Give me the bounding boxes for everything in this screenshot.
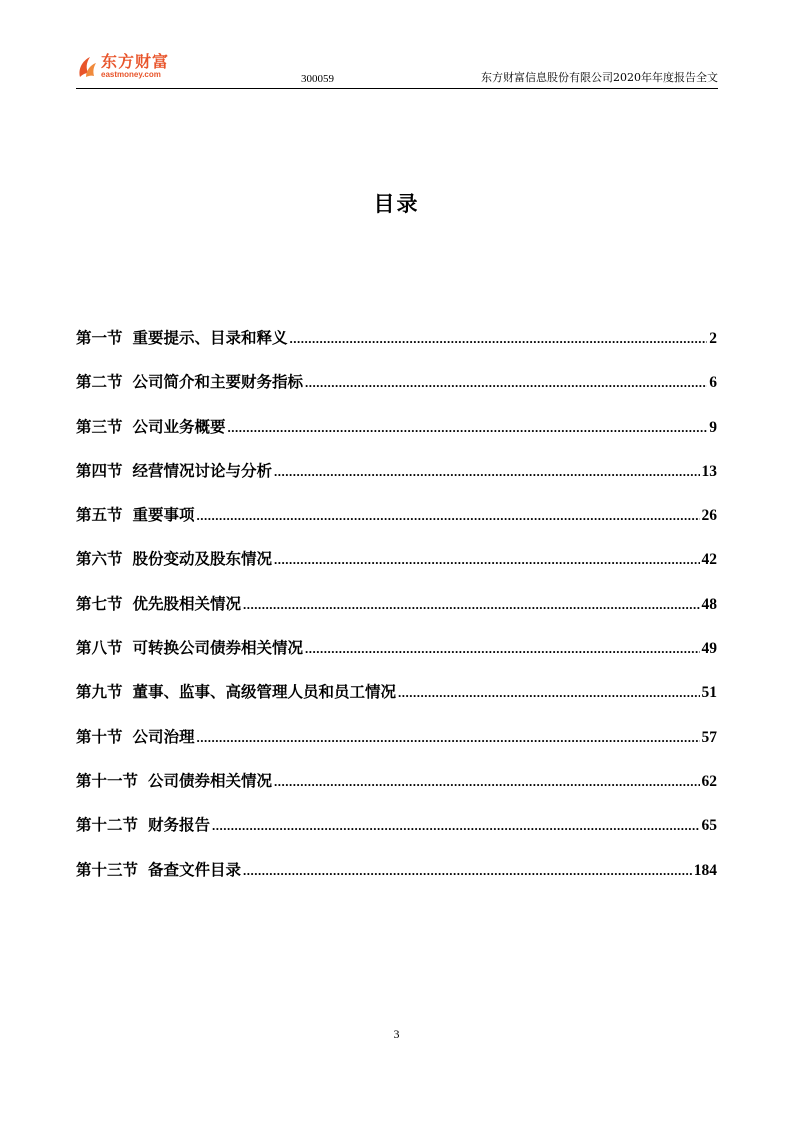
- toc-page-number: 62: [701, 772, 717, 790]
- toc-section-number: 第九节: [76, 683, 123, 702]
- logo-chinese-text: 东方财富: [101, 52, 170, 71]
- page-number: 3: [393, 1027, 400, 1041]
- toc-leader-dots: [243, 863, 692, 879]
- toc-title: 目录: [373, 192, 420, 216]
- flame-logo-icon: [76, 55, 98, 79]
- toc-section-number: 第三节: [76, 417, 123, 436]
- toc-page-number: 9: [709, 418, 717, 436]
- toc-entry[interactable]: [76, 370, 717, 414]
- toc-entry[interactable]: [76, 769, 717, 813]
- toc-section-name: 公司治理: [132, 727, 195, 746]
- toc-leader-dots: [305, 641, 699, 657]
- toc-section-number: 第十二节: [76, 816, 139, 835]
- toc-leader-dots: [290, 331, 708, 347]
- logo-english-text: eastmoney.com: [101, 70, 161, 79]
- toc-page-number: 49: [701, 640, 717, 658]
- toc-page-number: 48: [701, 595, 717, 613]
- toc-entry[interactable]: [76, 547, 717, 591]
- toc-section-name: 可转换公司债券相关情况: [132, 639, 304, 658]
- toc-section-number: 第七节: [76, 594, 123, 613]
- toc-leader-dots: [274, 552, 699, 568]
- toc-leader-dots: [243, 597, 699, 613]
- toc-leader-dots: [398, 685, 699, 701]
- toc-section-name: 董事、监事、高级管理人员和员工情况: [132, 683, 397, 702]
- toc-section-number: 第二节: [76, 373, 123, 392]
- eastmoney-logo: [76, 54, 169, 79]
- toc-section-name: 重要提示、目录和释义: [132, 329, 288, 347]
- toc-entry[interactable]: [76, 415, 717, 459]
- toc-page-number: 184: [693, 861, 717, 879]
- toc-page-number: 6: [709, 374, 717, 392]
- table-of-contents: [76, 326, 717, 902]
- toc-leader-dots: [212, 818, 699, 834]
- toc-section-number: 第五节: [76, 506, 123, 525]
- toc-page-number: 65: [701, 817, 717, 835]
- toc-section-number: 第十三节: [76, 860, 139, 879]
- toc-section-name: 公司简介和主要财务指标: [132, 373, 304, 392]
- toc-section-name: 公司债券相关情况: [148, 771, 273, 790]
- toc-section-number: 第四节: [76, 461, 123, 480]
- toc-leader-dots: [197, 730, 700, 746]
- toc-page-number: 51: [701, 684, 717, 702]
- toc-section-number: 第一节: [76, 329, 123, 347]
- toc-leader-dots: [274, 774, 699, 790]
- toc-entry[interactable]: [76, 813, 717, 857]
- toc-leader-dots: [228, 420, 708, 436]
- toc-page-number: 42: [701, 551, 717, 569]
- toc-section-number: 第十节: [76, 727, 123, 746]
- toc-entry[interactable]: [76, 459, 717, 503]
- toc-section-name: 公司业务概要: [132, 417, 226, 436]
- toc-entry[interactable]: [76, 636, 717, 680]
- toc-leader-dots: [274, 464, 699, 480]
- toc-section-number: 第十一节: [76, 771, 139, 790]
- toc-page-number: 26: [701, 507, 717, 525]
- toc-entry[interactable]: [76, 503, 717, 547]
- report-name: 东方财富信息股份有限公司2020年年度报告全文: [481, 71, 718, 84]
- toc-section-name: 备查文件目录: [148, 860, 242, 879]
- toc-section-name: 重要事项: [132, 506, 195, 525]
- toc-entry[interactable]: [76, 326, 717, 370]
- toc-page-number: 13: [701, 462, 717, 480]
- toc-section-name: 股份变动及股东情况: [132, 550, 273, 569]
- toc-entry[interactable]: [76, 680, 717, 724]
- toc-entry[interactable]: [76, 725, 717, 769]
- page-header: [76, 50, 718, 89]
- toc-entry[interactable]: [76, 858, 717, 902]
- toc-leader-dots: [305, 375, 707, 391]
- toc-section-name: 财务报告: [148, 816, 211, 835]
- toc-leader-dots: [197, 508, 700, 524]
- toc-section-name: 经营情况讨论与分析: [132, 461, 273, 480]
- toc-entry[interactable]: [76, 592, 717, 636]
- toc-section-number: 第六节: [76, 550, 123, 569]
- stock-code: 300059: [301, 73, 334, 85]
- toc-page-number: 57: [701, 728, 717, 746]
- toc-section-name: 优先股相关情况: [132, 594, 242, 613]
- toc-section-number: 第八节: [76, 639, 123, 658]
- toc-page-number: 2: [709, 330, 717, 347]
